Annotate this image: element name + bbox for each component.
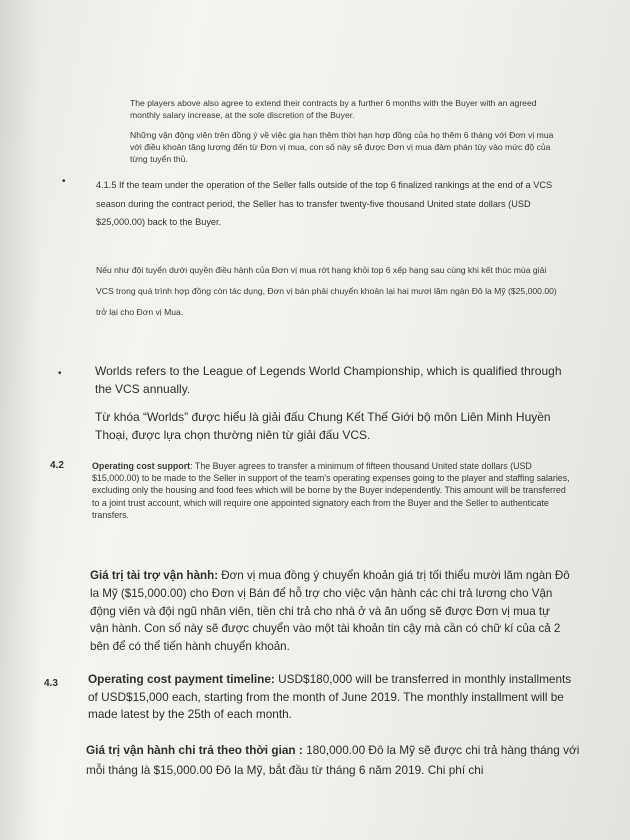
section-body: Đơn vị mua đồng ý chuyển khoản giá trị tối thiểu mười lăm ngàn Đô la Mỹ ($15,000.00) cho Đơn vị Bán để hỗ trợ cho việc vận hành các chi trả lương cho Vận động viên và đội ngũ nhân viên, tiền chi trả cho nhà ở và ăn uống sẽ được Đơn vị mua tự vận hành. Con số này sẽ được chuyển vào một tài khoản tin cậy mà cần có chữ kí của cả 2 bên để có thể tiến hành chuyển khoản. (90, 569, 570, 654)
section-number: 4.2 (50, 460, 64, 471)
section-4-3-en (88, 671, 578, 724)
paragraph-text: 4.1.5 If the team under the operation of the Seller falls outside of the top 6 finalized rankings at the end of a VCS season during the contract period, the Seller has to transfer twenty-five thousand United state dollars (USD $25,000.00) back to the Buyer. (96, 180, 553, 227)
paragraph-text: Worlds refers to the League of Legends World Championship, which is qualified through the VCS annually. (95, 364, 562, 396)
worlds-definition-en (95, 362, 570, 398)
paragraph-text (86, 741, 586, 780)
section-4-2-vi (90, 567, 570, 656)
paragraph-text: The players above also agree to extend their contracts by a further 6 months with the Buyer with an agreed monthly salary increase, at the sole discretion of the Buyer. (130, 98, 537, 120)
section-4-2-en (92, 460, 574, 521)
section-body: 180,000.00 Đô la Mỹ sẽ được chi trả hàng tháng với mỗi tháng là $15,000.00 Đô la Mỹ, bắt đầu từ tháng 6 năm 2019. Chi phí chi (86, 743, 580, 777)
paragraph-text (92, 460, 574, 521)
bullet-marker: • (62, 176, 66, 187)
paragraph-text (88, 671, 578, 724)
section-heading: Giá trị vận hành chi trả theo thời gian : (86, 743, 303, 757)
section-heading: Operating cost support (92, 461, 191, 471)
paragraph-text (90, 567, 570, 656)
section-heading: Operating cost payment timeline: (88, 672, 275, 686)
paragraph-extension-vi (130, 129, 565, 165)
paragraph-extension-en (130, 97, 565, 121)
bullet-marker: • (58, 368, 62, 379)
page-shadow (0, 0, 40, 840)
clause-4-1-5-en (96, 176, 564, 232)
paragraph-text: Những vận động viên trên đồng ý về việc gia hạn thêm thời hạn hợp đồng của họ thêm 6 tháng với Đơn vị mua với điều khoản tăng lương đến từ Đơn vị mua, con số này sẽ được Đơn vị mua đàm phán tùy vào mức độ của từng tuyển thủ. (130, 130, 554, 164)
section-body: USD$180,000 will be transferred in monthly installments of USD$15,000 each, starting from the month of June 2019. The monthly installment will be made latest by the 25th of each month. (88, 672, 572, 721)
worlds-definition-vi (95, 408, 570, 444)
paragraph-text: Nếu như đội tuyển dưới quyền điều hành của Đơn vị mua rớt hạng khỏi top 6 xếp hạng sau cùng khi kết thúc mùa giải VCS trong quá trình hợp đồng còn tác dụng, Đơn vị bán phải chuyển khoản lại hai mươi lăm ngàn Đô la Mỹ ($25,000.00) trở lại cho Đơn vị Mua. (96, 265, 557, 317)
section-4-3-vi (86, 741, 586, 780)
section-body: : The Buyer agrees to transfer a minimum of fifteen thousand United state dollars (USD $15,000.00) to be made to the Seller in support of the team's operating expenses going to the player and staffing salaries, excluding only the housing and food fees which will be borne by the Buyer independently. This amount will be transferred to a joint trust account, which will require one appointed signatory each from the Buyer and the Seller to authenticate transfers. (92, 461, 570, 520)
clause-4-1-5-vi (96, 260, 564, 323)
section-number: 4.3 (44, 678, 58, 689)
paragraph-text: Từ khóa “Worlds” được hiểu là giải đấu Chung Kết Thế Giới bộ môn Liên Minh Huyền Thoại, được lựa chọn thường niên từ giải đấu VCS. (95, 410, 551, 442)
section-heading: Giá trị tài trợ vận hành: (90, 569, 219, 582)
